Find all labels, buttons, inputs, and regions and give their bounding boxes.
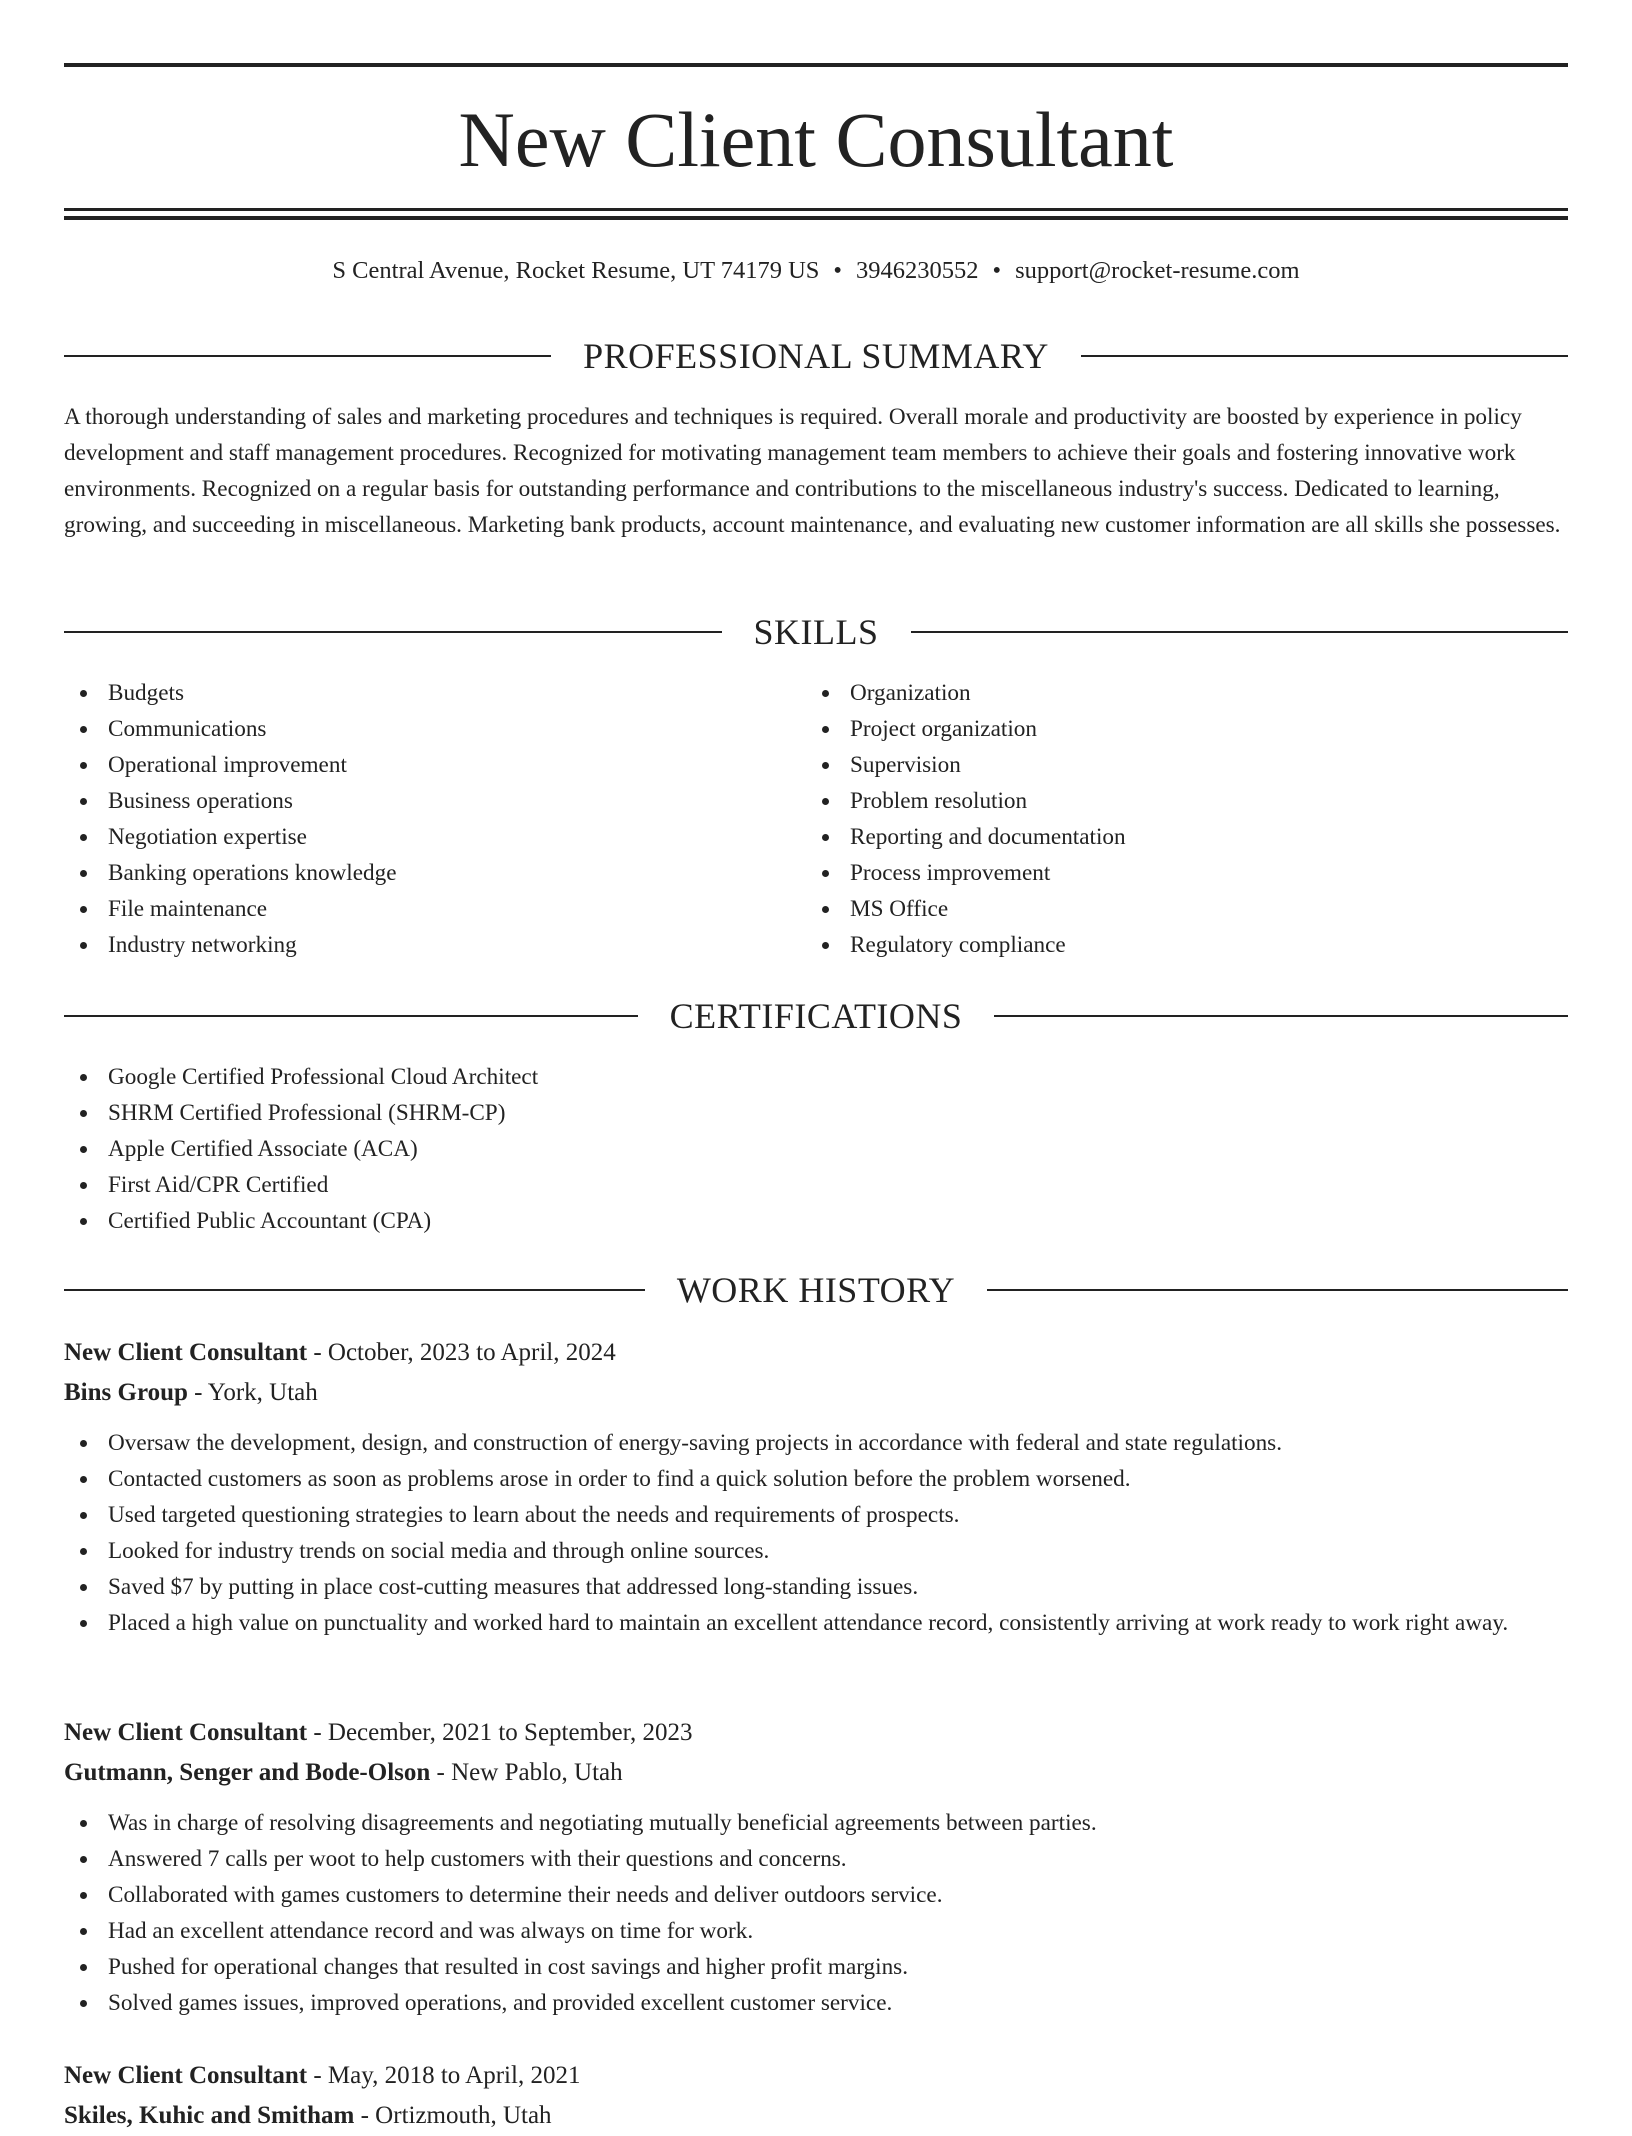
certifications-section-heading	[64, 994, 1568, 1038]
list-item: Looked for industry trends on social media and through online sources.	[64, 1533, 1568, 1569]
contact-separator: •	[833, 257, 842, 284]
job-role-line	[64, 1713, 1568, 1753]
job-company-line	[64, 1753, 1568, 1793]
header-double-rule-lower	[64, 216, 1568, 220]
list-item: Was in charge of resolving disagreements and negotiating mutually beneficial agreements between parties.	[64, 1805, 1568, 1841]
list-item: Had an excellent attendance record and was always on time for work.	[64, 1913, 1568, 1949]
job-entry	[64, 2056, 1568, 2136]
list-item: Apple Certified Associate (ACA)	[64, 1131, 1568, 1167]
skills-column-left	[64, 675, 804, 963]
heading-rule-left	[64, 1289, 645, 1291]
job-title: New Client Consultant	[64, 2062, 308, 2089]
certifications-block	[64, 1059, 1568, 1239]
job-company: Bins Group	[64, 1379, 188, 1406]
list-item: Google Certified Professional Cloud Architect	[64, 1059, 1568, 1095]
work-history-section-heading	[64, 1268, 1568, 1312]
job-entry	[64, 1713, 1568, 2021]
job-dates: - May, 2018 to April, 2021	[307, 2062, 581, 2089]
job-duties-list	[64, 1805, 1568, 2021]
contact-separator: •	[992, 257, 1002, 284]
work-history-heading-label: WORK HISTORY	[676, 1270, 956, 1310]
skills-section-heading	[64, 610, 1568, 654]
job-duties-list	[64, 1425, 1568, 1641]
list-item: MS Office	[806, 891, 1546, 927]
heading-rule-right	[911, 631, 1569, 633]
contact-email[interactable]: support@rocket-resume.com	[1015, 257, 1300, 284]
list-item: Solved games issues, improved operations, and provided excellent customer service.	[64, 1985, 1568, 2021]
list-item: First Aid/CPR Certified	[64, 1167, 1568, 1203]
heading-rule-right	[987, 1289, 1568, 1291]
list-item: Process improvement	[806, 855, 1546, 891]
heading-rule-left	[64, 1015, 638, 1017]
header-double-rule-upper	[64, 208, 1568, 211]
job-company: Gutmann, Senger and Bode-Olson	[64, 1759, 431, 1786]
job-company-line	[64, 2096, 1568, 2136]
summary-heading-label: PROFESSIONAL SUMMARY	[583, 336, 1049, 376]
list-item: Collaborated with games customers to determine their needs and deliver outdoors service.	[64, 1877, 1568, 1913]
heading-rule-left	[64, 355, 551, 357]
list-item: Saved $7 by putting in place cost-cutting measures that addressed long-standing issues.	[64, 1569, 1568, 1605]
heading-rule-right	[994, 1015, 1568, 1017]
resume-title: New Client Consultant	[458, 96, 1174, 183]
header-top-rule	[64, 63, 1568, 67]
job-location: - New Pablo, Utah	[430, 1759, 623, 1786]
job-dates: - October, 2023 to April, 2024	[307, 1339, 616, 1366]
list-item: Answered 7 calls per woot to help customers with their questions and concerns.	[64, 1841, 1568, 1877]
certifications-heading-label: CERTIFICATIONS	[669, 996, 963, 1036]
job-company: Skiles, Kuhic and Smitham	[64, 2102, 355, 2129]
list-item: SHRM Certified Professional (SHRM-CP)	[64, 1095, 1568, 1131]
list-item: Oversaw the development, design, and construction of energy-saving projects in accordance with federal and state regulations.	[64, 1425, 1568, 1461]
contact-phone: 3946230552	[856, 257, 979, 284]
job-role-line	[64, 2056, 1568, 2096]
list-item: Organization	[806, 675, 1546, 711]
skills-heading-label: SKILLS	[753, 612, 879, 652]
list-item: Pushed for operational changes that resulted in cost savings and higher profit margins.	[64, 1949, 1568, 1985]
heading-rule-right	[1081, 355, 1568, 357]
heading-rule-left	[64, 631, 722, 633]
list-item: Problem resolution	[806, 783, 1546, 819]
contact-address: S Central Avenue, Rocket Resume, UT 74179 US	[332, 257, 820, 284]
list-item: Industry networking	[64, 927, 804, 963]
list-item: Communications	[64, 711, 804, 747]
list-item: Supervision	[806, 747, 1546, 783]
summary-text: A thorough understanding of sales and marketing procedures and techniques is required. Overall morale and productivity are boosted by experience in policy development and staff management procedures. Recognized for motivating management team members to achieve their goals and fostering innovative work environments. Recognized on a regular basis for outstanding performance and contributions to the miscellaneous industry's success. Dedicated to learning, growing, and succeeding in miscellaneous. Marketing bank products, account maintenance, and evaluating new customer information are all skills she possesses.	[64, 404, 1561, 538]
summary-section-heading	[64, 334, 1568, 378]
skills-list-right	[806, 675, 1546, 963]
list-item: Certified Public Accountant (CPA)	[64, 1203, 1568, 1239]
job-dates: - December, 2021 to September, 2023	[307, 1719, 693, 1746]
skills-list-left	[64, 675, 804, 963]
list-item: File maintenance	[64, 891, 804, 927]
list-item: Used targeted questioning strategies to learn about the needs and requirements of prospects.	[64, 1497, 1568, 1533]
list-item: Negotiation expertise	[64, 819, 804, 855]
list-item: Project organization	[806, 711, 1546, 747]
list-item: Operational improvement	[64, 747, 804, 783]
list-item: Budgets	[64, 675, 804, 711]
skills-column-right	[806, 675, 1546, 963]
job-company-line	[64, 1373, 1568, 1413]
list-item: Reporting and documentation	[806, 819, 1546, 855]
job-title: New Client Consultant	[64, 1339, 308, 1366]
list-item: Placed a high value on punctuality and worked hard to maintain an excellent attendance record, consistently arriving at work ready to work right away.	[64, 1605, 1568, 1641]
job-entry	[64, 1333, 1568, 1641]
job-location: - York, Utah	[187, 1379, 318, 1406]
list-item: Contacted customers as soon as problems arose in order to find a quick solution before the problem worsened.	[64, 1461, 1568, 1497]
list-item: Banking operations knowledge	[64, 855, 804, 891]
list-item: Regulatory compliance	[806, 927, 1546, 963]
job-location: - Ortizmouth, Utah	[354, 2102, 552, 2129]
job-title: New Client Consultant	[64, 1719, 308, 1746]
job-role-line	[64, 1333, 1568, 1373]
certifications-list	[64, 1059, 1568, 1239]
list-item: Business operations	[64, 783, 804, 819]
contact-line	[64, 254, 1568, 288]
